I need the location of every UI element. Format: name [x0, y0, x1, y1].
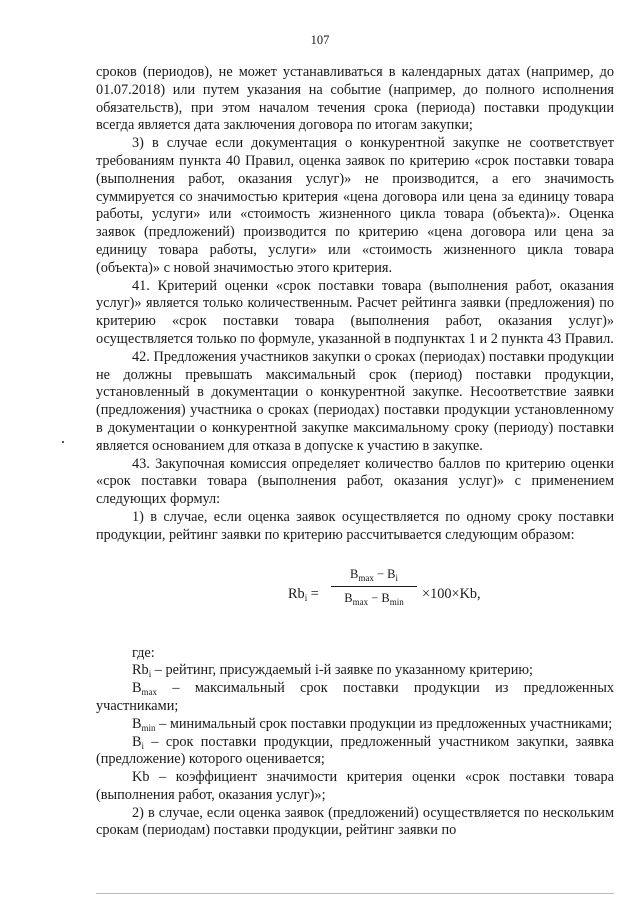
bottom-edge-line [96, 893, 614, 894]
den-b-sub: min [389, 596, 404, 607]
paragraph-42: 42. Предложения участников закупки о сроках (периодах) поставки продукции не должны превышать максимальный срок (период) поставки продукции, установленный в документации о конкурентной закупке. Несоответствие заявки (предложения) участника о сроках (периодах) поставки продукции установленному в документации о конкурентной закупке максимальному сроку (периоду) поставки является основанием для отказа в допуске к участию в закупке. [96, 348, 614, 454]
def-subscript: i [148, 669, 152, 680]
num-b: B [387, 566, 396, 581]
paragraph-item-2: 2) в случае, если оценка заявок (предложений) осуществляется по нескольким срокам (периодам) поставки продукции, рейтинг заявки по [96, 804, 614, 839]
num-a-sub: max [358, 572, 374, 583]
num-a: B [349, 566, 359, 581]
num-minus: − [373, 566, 388, 581]
formula-fraction [331, 566, 417, 607]
def-text: – срок поставки продукции, предложенный участником закупки, заявка (предложение) которого оценивается; [96, 733, 614, 768]
def-subscript: min [141, 722, 156, 733]
den-b: B [381, 590, 390, 605]
paragraph-41: 41. Критерий оценки «срок поставки товара (выполнения работ, оказания услуг)» является только количественным. Расчет рейтинга заявки (предложения) по критерию «срок поставки товара (выполнения работ, оказания услуг)» осуществляется только по формуле, указанной в подпунктах 1 и 2 пункта 43 Правил. [96, 277, 614, 347]
den-a: B [344, 590, 353, 605]
formula-lhs-symbol: Rb [288, 585, 305, 602]
formula-rhs: ×100×Kb, [422, 585, 481, 602]
def-subscript: i [141, 740, 145, 751]
def-symbol: Kb [132, 769, 150, 786]
def-symbol: Rb [132, 662, 149, 679]
def-text: – коэффициент значимости критерия оценки «срок поставки товара (выполнения работ, оказания услуг)»; [96, 769, 614, 803]
formula-lhs [288, 586, 319, 603]
definition-bmax [96, 680, 614, 716]
where-label: где: [132, 644, 155, 661]
fraction-bar [331, 586, 417, 587]
num-b-sub: i [395, 572, 398, 583]
paragraph-item-3: 3) в случае если документация о конкурентной закупке не соответствует требованиям пункта 40 Правил, оценка заявок по критерию «срок поставки товара (выполнения работ, оказания услуг)» не производится, а его значимость суммируется со значимостью критерия «цена договора или цена за единицу товара работы, услуги» или «стоимость жизненного цикла товара (объекта)». Оценка заявок (предложений) производится по критерию «цена договора или цена за единицу товара работы, услуги» или «стоимость жизненного цикла товара (объекта)» с новой значимостью этого критерия. [96, 135, 614, 276]
def-text: – минимальный срок поставки продукции из предложенных участниками; [155, 715, 613, 732]
rating-formula [96, 545, 614, 645]
document-body [96, 64, 614, 840]
def-symbol: B [132, 733, 142, 750]
paragraph-continuation: сроков (периодов), не может устанавливаться в календарных датах (например, до 01.07.2018) или путем указания на событие (например, до полного исполнения обязательств), при этом началом течения срока (периода) поставки продукции всегда является дата заключения договора по итогам закупки; [96, 64, 614, 134]
den-a-sub: max [352, 596, 369, 607]
def-subscript: max [141, 687, 158, 698]
def-symbol: B [132, 715, 142, 732]
def-symbol: B [132, 680, 142, 697]
definition-rbi [96, 662, 614, 680]
definition-bmin [96, 716, 614, 734]
scan-speck [62, 441, 64, 443]
definition-kb [96, 769, 614, 805]
paragraph-43: 43. Закупочная комиссия определяет количество баллов по критерию оценки «срок поставки товара (выполнения работ, оказания услуг)» с применением следующих формул: [96, 455, 614, 508]
formula-denominator [331, 590, 417, 607]
formula-equals: = [310, 585, 319, 602]
def-text: – максимальный срок поставки продукции из предложенных участниками; [96, 680, 614, 714]
def-text: – рейтинг, присуждаемый i-й заявке по указанному критерию; [151, 662, 534, 679]
den-minus: − [368, 590, 382, 605]
paragraph-item-1: 1) в случае, если оценка заявок осуществляется по одному сроку поставки продукции, рейтинг заявки по критерию рассчитывается следующим образом: [96, 508, 614, 543]
definition-bi [96, 734, 614, 770]
page-number: 107 [310, 33, 330, 47]
formula-lhs-subscript: i [304, 592, 308, 603]
formula-numerator [331, 566, 417, 583]
